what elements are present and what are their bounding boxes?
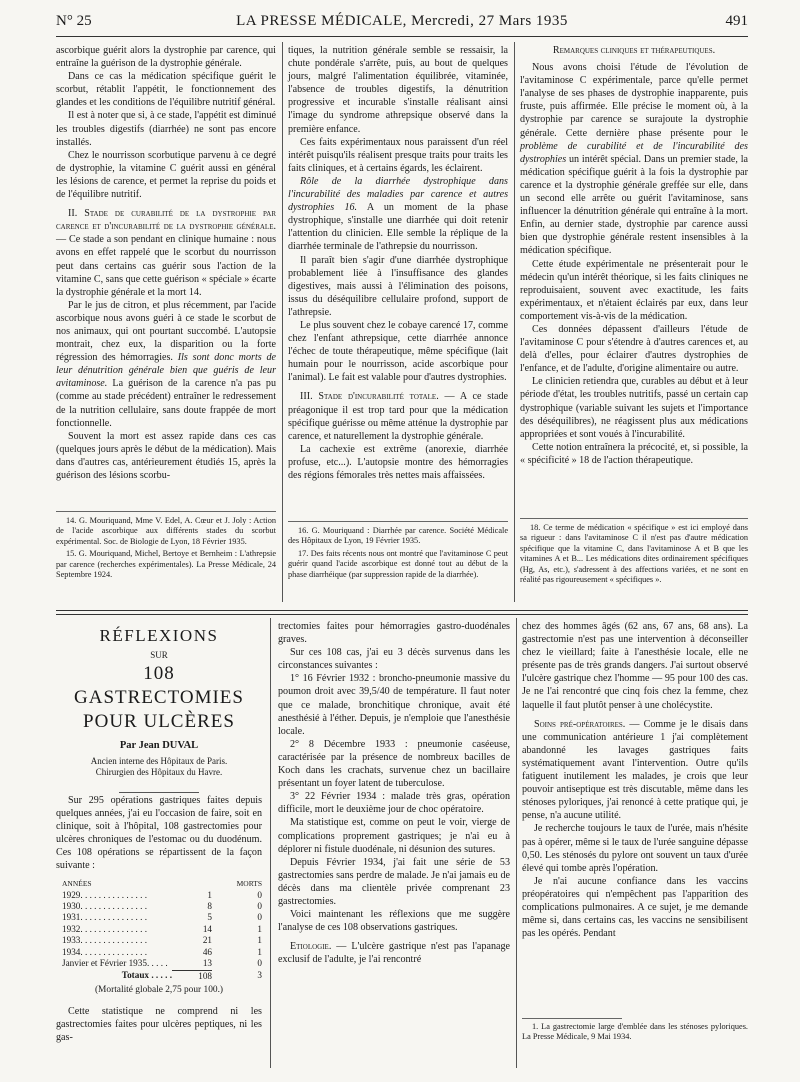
cell-deaths: 0 [257,912,262,923]
table-header-years: ANNÉES [62,878,92,888]
paragraph: Dans ce cas la médication spécifique guérit le scorbut, rétablit l'appétit, le fonctionnement des glandes et les conditions de l'équilibre nutritif général. [56,71,276,109]
text-run: un intérêt spécial. Dans un premier stade, la médication spécifique guérit à la fois la dystrophie par carence et la dystrophie générale greffée sur elle, dans un second elle arrête ou guérit l'avitaminose, sans influencer la dénutrition générale qui entraîne à la mort. Enfin, au dernier stade, dystrophie par carence aussi bien que dystrophie générale restent insensibles à la médication spécifique. [520,153,748,257]
page-number: 491 [725,12,748,29]
paragraph: chez des hommes âgés (62 ans, 67 ans, 68 ans). La gastrectomie n'est pas une intervention à déconseiller chez le vieillard; faite à l'anesthésie locale, elle ne présente pas de très grands dangers. J'ai surtout observé l'ulcère gastrique chez l'homme — 95 pour 100 des cas. Je ne l'ai rencontré que cinq fois chez la femme, chez laquelle il faut plutôt penser à une cholécystite. [522,621,748,711]
cell-year: 1929. . . . . . . . . . . . . . . [62,889,147,900]
masthead-title: LA PRESSE MÉDICALE, Mercredi, 27 Mars 1935 [236,12,568,29]
paragraph: Il paraît bien s'agir d'une diarrhée dystrophique probablement liée à l'insuffisance des glandes digestives, mais aussi à l'élimination des poisons, issus du déséquilibre cellulaire profond, support de l'athrepsie. [288,254,508,318]
column-divider [282,42,283,602]
cell-ops: 1 [207,889,212,900]
text-run: Nous avons choisi l'étude de l'évolution de l'avitaminose C expérimentale, parce qu'elle permet l'analyse de ses phases de dystrophie inapparente, puis fruste, puis affirmée. Elle précise le moment où, à la dystrophie par carence se surajoute la dystrophie générale. Cette dernière phase présente pour le [520,62,748,139]
cell-ops: 46 [202,946,212,957]
section-paragraph [56,207,276,299]
footnote: 16. G. Mouriquand : Diarrhée par carence. Société Médicale des Hôpitaux de Lyon, 19 Février 1935. [288,526,508,546]
mortality-note: (Mortalité globale 2,75 pour 100.) [94,984,224,995]
section-heading: Soins pré-opératoires. [534,718,626,730]
table-header [62,877,262,890]
cell-year: 1930. . . . . . . . . . . . . . . [62,901,147,912]
footnote: 15. G. Mouriquand, Michel, Bertoye et Bernheim : L'athrepsie par carence (recherches expérimentales). La Presse Médicale, 24 Septembre 1924. [56,549,276,580]
paragraph: Cette statistique ne comprend ni les gastrectomies faites pour ulcères peptiques, ni les gas- [56,1006,262,1044]
page-header [56,8,748,34]
section-paragraph [522,718,748,823]
paragraph: Depuis Février 1934, j'ai fait une série de 53 gastrectomies sans perdre de malade. Je n'ai jamais eu de décès dans ma clientèle privée comprenant 23 gastrectomies. [278,856,510,907]
table-row [62,890,262,901]
footnote: 18. Ce terme de médication « spécifique » est ici employé dans sa rigueur : dans l'avitaminose C il n'est pas d'autre médication spécifique que la vitamine C, dans l'avitaminose A et B que les vitamines A et B... Les médications dites ordinairement spécifiques (Hg, As, etc.), s'adressent à des affections variées, et ne sont en réalité pas rigoureusement « spécifiques ». [520,523,748,585]
cell-deaths: 1 [257,946,262,957]
paragraph: Souvent la mort est assez rapide dans ces cas (quelques jours après le début de la médication). Mais dans d'autres cas, antérieurement étudiés 15, après la guérison des lésions scorbu- [56,430,276,481]
paragraph: Ces faits expérimentaux nous paraissent d'un réel intérêt puisqu'ils réalisent presque traits pour traits les faits cliniques, et à certains égards, les éclairent. [288,136,508,174]
article-author: Par Jean DUVAL [119,740,199,751]
paragraph [288,175,508,254]
cell-deaths: 0 [257,889,262,900]
article-title-line3: POUR ULCÈRES [83,711,235,732]
paragraph: Chez le nourrisson scorbutique parvenu à ce degré de dystrophie, la vitamine C guérit aussi en général les lésions de carence, et permet la reprise du poids et de l'équilibre nutritif. [56,149,276,201]
italic-run: Ils sont donc morts de leur dénutrition générale bien que guéris de leur avitaminose. [56,352,276,390]
column-divider [270,618,271,1068]
section-heading: II. Stade de curabilité de la dystrophie par carence et d'incurabilité de la dystrophie générale. [56,208,276,233]
section-paragraph [278,940,510,966]
section-text: — A ce stade préagonique il est trop tard pour que la médication spécifique guérisse ou même atténue la dystrophie par carence, et naturellement la dystrophie générale. [288,391,509,442]
section-heading: Remarques cliniques et thérapeutiques. [552,45,716,56]
paragraph: Je recherche toujours le taux de l'urée, mais n'hésite pas à opérer, même si le taux de l'urée sanguine dépasse 0,50. Les sténosés du pylore ont souvent un taux d'urée élevé qui tombe après l'opération. [522,823,748,874]
paragraph: 3° 22 Février 1934 : malade très gras, opération difficile, mort le deuxième jour de choc opératoire. [278,791,510,816]
paragraph: Ces données dépassent d'ailleurs l'étude de l'avitaminose C pour s'étendre à d'autres carences et, au delà d'elles, pour éclairer d'autres dystrophies de l'enfance, et de l'adulte, d'origine alimentaire ou autre. [520,323,748,375]
top-column-2 [288,44,508,482]
paragraph: Je n'ai aucune confiance dans les vaccins préopératoires qui n'empêchent pas l'apparition des complications pulmonaires. A ce sujet, je me demande même si, dans certains cas, les vaccins ne sensibilisent pas les opérés. Pendant [522,875,748,940]
table-header-deaths: MORTS [236,878,262,888]
bottom-column-3 [522,620,748,940]
table-total-row [62,970,262,982]
paragraph: 1° 16 Février 1932 : broncho-pneumonie massive du poumon droit avec 39,5/40 de température. Il faut noter que ce malade, bronchitique chronique, avait été anesthésié à l'éther. Depuis, je n'emploie que l'anesthésie locale. [278,673,510,737]
footnotes-col-2 [288,526,508,582]
gastrectomy-table [62,890,262,982]
cell-deaths: 0 [257,901,262,912]
section-heading: III. Stade d'incurabilité totale. [300,391,439,403]
paragraph: Sur 295 opérations gastriques faites depuis quelques années, j'ai eu l'occasion de faire, soit en clinique, soit à l'hôpital, 108 gastrectomies pour ulcères chroniques de l'estomac ou du duodénum. Ces 108 opérations se répartissent de la façon suivante : [56,795,262,872]
section-text: — L'ulcère gastrique n'est pas l'apanage exclusif de l'adulte, je l'ai rencontré [278,941,510,966]
article-title-line2: 108 GASTRECTOMIES [74,663,244,708]
section-text: — Comme je le disais dans une communication antérieure 1 j'ai complètement abandonné les lavages gastriques faits systématiquement avant l'intervention. Outre qu'ils fatiguent inutilement les malades, je crois que leur pouvoir antiseptique est très discutable, même dans les sténoses pyloriques, j'ai renoncé à cette pratique qui, je pense, n'a aucune utilité. [522,718,748,822]
paragraph [56,299,276,430]
column-divider [516,618,517,1068]
top-column-3 [520,44,748,467]
section-heading: Etiologie. [290,941,332,953]
paragraph: Le plus souvent chez le cobaye carencé 17, comme chez l'enfant athrepsique, cette diarrhée annonce l'échec de toute thérapeutique, même spécifique (lait humain pour le nourrisson, acide ascorbique pour l'animal). Le fait est valable pour d'autres dystrophies. [288,319,508,384]
table-row [62,924,262,935]
text-run: A un moment de la phase dystrophique, s'installe une diarrhée qui doit retenir l'attention du clinicien. Elle semble la réplique de la diarrhée terminale de l'athrepsie du nourrisson. [288,202,508,253]
cell-deaths: 1 [257,935,262,946]
footnote: 17. Des faits récents nous ont montré que l'avitaminose C peut guérir quand l'acide ascorbique est donné tout au début de la phase diarrhéique (par suppression rapide de la diarrhée). [288,548,508,579]
title-rule [119,792,199,793]
issue-number: N° 25 [56,12,92,29]
text-run: La guérison de la carence n'a pas pu (comme au stade précédent) entraîner le redressement de la nutrition cellulaire, sans doute frappée de mort fonctionnelle. [56,378,276,429]
paragraph [520,61,748,257]
cell-deaths: 1 [257,923,262,934]
footnote: 1. La gastrectomie large d'emblée dans les sténoses pyloriques. La Presse Médicale, 9 Mai 1934. [522,1022,748,1042]
paragraph: Voici maintenant les réflexions que me suggère l'analyse de ces 108 observations gastriques. [278,909,510,934]
paragraph: tiques, la nutrition générale semble se ressaisir, la chute pondérale s'arrête, puis, au bout de quelques jours, malgré l'alimentation équilibrée, vitaminée, l'absence de troubles digestifs, la dénutrition progressive et incurable s'installe réalisant ainsi l'image du syndrome athrepsique observé dans la première enfance. [288,45,508,135]
cell-ops: 21 [202,935,212,946]
footnote-rule [56,511,276,512]
paragraph: 2° 8 Décembre 1933 : pneumonie caséeuse, caractérisée par la présence de nombreux bacilles de Koch dans les crachats, survenue chez un bacillaire présentant un foyer latent de tuberculose. [278,738,510,790]
bottom-column-2 [278,620,510,966]
article-title: RÉFLEXIONS [99,626,219,645]
cell-total-deaths: 3 [257,970,262,981]
cell-year: 1931. . . . . . . . . . . . . . . [62,912,147,923]
bottom-column-1 [56,794,262,1044]
table-row [62,947,262,958]
cell-year: Janvier et Février 1935. . . . . [62,958,168,969]
table-row [62,935,262,946]
column-divider [514,42,515,602]
footnotes-col-3 [520,523,748,587]
italic-run: Rôle de la diarrhée dystrophique dans l'incurabilité des maladies par carence et autres dystrophies 16. [288,175,508,214]
cell-deaths: 0 [257,958,262,969]
paragraph: Le clinicien retiendra que, curables au début et à leur période d'état, les troubles nutritifs, passé un certain cap dystrophique (variable suivant les sujets et l'importance des déséquilibres), ne réagissent plus aux médications appropriées et sont voués à l'incurabilité. [520,376,748,440]
footnotes-bottom [522,1022,748,1045]
author-affiliation [56,756,262,778]
paragraph: ascorbique guérit alors la dystrophie par carence, qui entraîne la guérison de la dystrophie générale. [56,45,276,70]
table-row [62,912,262,923]
cell-year: 1933. . . . . . . . . . . . . . . [62,935,147,946]
affiliation-line: Chirurgien des Hôpitaux du Havre. [95,767,223,777]
paragraph: trectomies faites pour hémorragies gastro-duodénales graves. [278,621,510,646]
cell-ops: 8 [207,901,212,912]
cell-year: 1934. . . . . . . . . . . . . . . [62,946,147,957]
cell-year: 1932. . . . . . . . . . . . . . . [62,923,147,934]
text-run: Par le jus de citron, et plus récemment, par l'acide ascorbique nous avons guéri à ce stade le scorbut de nos animaux, qui ont pourtant succombé. L'autopsie montrait, chez eux, la disparition ou la forte régression des hémorragies. [56,299,276,364]
footnote-rule [522,1018,622,1019]
cell-total-label: Totaux . . . . . [121,970,172,981]
table-row [62,901,262,912]
cell-total-ops: 108 [198,970,212,981]
footnote: 14. G. Mouriquand, Mme V. Edel, A. Cœur et J. Joly : Action de l'acide ascorbique aux différents stades du scorbut expérimental. Soc. de Biologie de Lyon, 18 Février 1935. [56,516,276,546]
article-separator [56,610,748,615]
footnote-rule [520,518,748,519]
section-paragraph [288,390,508,442]
italic-run: problème de curabilité et de l'incurabilité des dystrophies [520,140,748,165]
paragraph: Sur ces 108 cas, j'ai eu 3 décès survenus dans les circonstances suivantes : [278,647,510,672]
cell-ops: 14 [202,923,212,934]
footnote-rule [288,521,508,522]
paragraph: Cette étude expérimentale ne présenterait pour le médecin qu'un intérêt théorique, si les faits cliniques ne reproduisaient, souvent avec exactitude, les faits expérimentaux, et n'étaient éclairés par eux, dans leur comportement vis-à-vis de la médication. [520,258,748,322]
affiliation-line: Ancien interne des Hôpitaux de Paris. [90,756,228,766]
cell-ops: 5 [207,912,212,923]
paragraph: Il est à noter que si, à ce stade, l'appétit est diminué les troubles digestifs (diarrhée) ne sont pas encore installés. [56,110,276,148]
paragraph: Ma statistique est, comme on peut le voir, vierge de complications proprement gastriques; je n'ai eu à déplorer ni fistule duodénale, ni désunion des sutures. [278,817,510,855]
article-title-sur: SUR [150,650,168,660]
section-text: — Ce stade a son pendant en clinique humaine : nous avons en effet rappelé que le scorbut du nourrisson peut dans certains cas guérir sous l'action de la vitamine C, sans que cette guérison « spéciale » écarte la dystrophie générale et la mort 14. [56,234,276,298]
paragraph: La cachexie est extrême (anorexie, diarrhée profuse, etc...). L'autopsie montre des hémorragies des régions fémorales très nettes mais affaissées. [288,443,508,481]
cell-ops: 13 [172,958,212,970]
top-column-1 [56,44,276,482]
table-row [62,958,262,970]
paragraph: Cette notion entraînera la précocité, et, si possible, la « spécificité » 18 de l'action thérapeutique. [520,441,748,466]
footnotes-col-1 [56,516,276,582]
article-title-block [56,626,262,793]
header-rule [56,36,748,37]
